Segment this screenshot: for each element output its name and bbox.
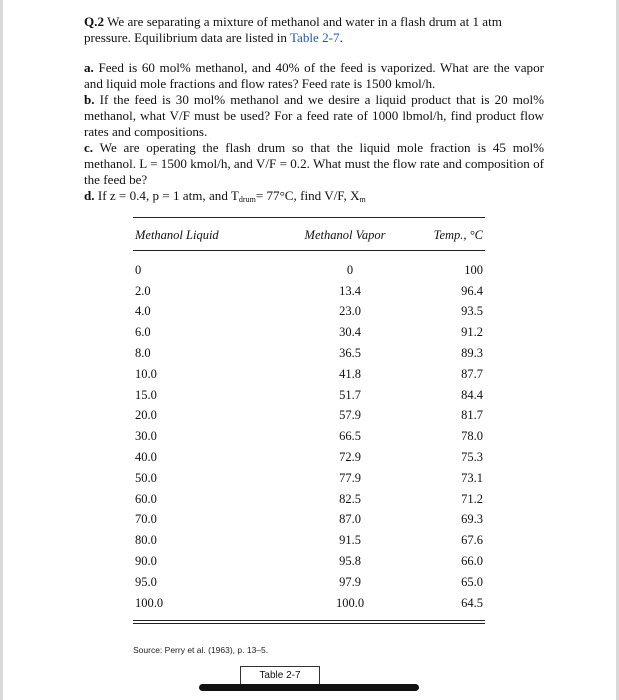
- table-row: [133, 364, 485, 385]
- question-number: Q.2: [84, 14, 105, 29]
- part-b-text: If the feed is 30 mol% methanol and we desire a liquid product that is 20 mol% methanol, what V/F must be used? For a feed rate of 1000 lbmol/h, find product flow rates and compositions.: [84, 92, 544, 139]
- table-row: [133, 406, 485, 427]
- cell-methanol-liquid: 6.0: [135, 325, 151, 340]
- table-row: [133, 302, 485, 323]
- table-source: Source: Perry et al. (1963), p. 13–5.: [133, 645, 269, 655]
- part-b: [84, 92, 544, 140]
- cell-methanol-liquid: 4.0: [135, 304, 151, 319]
- part-b-label: b.: [84, 92, 95, 107]
- table-bottom-rule-double: [133, 623, 485, 624]
- part-d: [84, 188, 544, 208]
- cell-temperature: 81.7: [461, 408, 483, 423]
- part-d-text-a: If z = 0.4, p = 1 atm, and T: [97, 188, 239, 203]
- cell-temperature: 66.0: [461, 554, 483, 569]
- question-intro-end: .: [339, 30, 343, 45]
- table-row: [133, 426, 485, 447]
- part-d-text-b: = 77°C, find V/F, X: [255, 188, 360, 203]
- cell-methanol-liquid: 2.0: [135, 283, 151, 298]
- cell-methanol-liquid: 70.0: [135, 512, 157, 527]
- table-row: [133, 447, 485, 468]
- cell-temperature: 93.5: [461, 304, 483, 319]
- cell-methanol-liquid: 80.0: [135, 533, 157, 548]
- cell-methanol-liquid: 100.0: [135, 595, 164, 610]
- home-indicator[interactable]: [199, 684, 419, 691]
- part-a: [84, 60, 544, 92]
- table-header-rule: [133, 250, 485, 251]
- part-d-sub-m: m: [359, 195, 366, 204]
- cell-temperature: 75.3: [461, 450, 483, 465]
- table-row: [133, 510, 485, 531]
- cell-methanol-vapor: 41.8: [339, 366, 361, 381]
- cell-methanol-liquid: 0: [135, 262, 142, 277]
- cell-methanol-liquid: 15.0: [135, 387, 157, 402]
- table-row: [133, 385, 485, 406]
- cell-methanol-liquid: 95.0: [135, 574, 157, 589]
- cell-methanol-liquid: 60.0: [135, 491, 157, 506]
- cell-temperature: 73.1: [461, 470, 483, 485]
- question-intro-text: We are separating a mixture of methanol and water in a flash drum at 1 atm pressure. Equilibrium data are listed in: [84, 14, 502, 45]
- cell-methanol-liquid: 10.0: [135, 366, 157, 381]
- table-row: [133, 322, 485, 343]
- cell-methanol-vapor: 30.4: [339, 325, 361, 340]
- part-a-text: Feed is 60 mol% methanol, and 40% of the feed is vaporized. What are the vapor and liquid mole fractions and flow rates? Feed rate is 1500 kmol/h.: [84, 60, 544, 91]
- cell-temperature: 67.6: [461, 533, 483, 548]
- part-d-sub-drum: drum: [238, 195, 256, 204]
- cell-methanol-liquid: 30.0: [135, 429, 157, 444]
- equilibrium-table: [133, 217, 485, 624]
- cell-temperature: 64.5: [461, 595, 483, 610]
- cell-methanol-vapor: 87.0: [339, 512, 361, 527]
- cell-methanol-liquid: 90.0: [135, 554, 157, 569]
- page-frame-left: [0, 0, 3, 700]
- table-row: [133, 551, 485, 572]
- cell-methanol-vapor: 0: [346, 262, 354, 277]
- cell-temperature: 71.2: [461, 491, 483, 506]
- cell-methanol-liquid: 8.0: [135, 346, 151, 361]
- part-a-label: a.: [84, 60, 94, 75]
- cell-temperature: 87.7: [461, 366, 483, 381]
- cell-temperature: 65.0: [461, 574, 483, 589]
- cell-methanol-vapor: 51.7: [339, 387, 361, 402]
- table-row: [133, 260, 485, 281]
- table-row: [133, 530, 485, 551]
- table-bottom-rule: [133, 620, 485, 621]
- table-row: [133, 489, 485, 510]
- table-header-row: [133, 221, 485, 250]
- cell-methanol-vapor: 13.4: [339, 283, 361, 298]
- table-row: [133, 468, 485, 489]
- part-d-label: d.: [84, 188, 95, 203]
- cell-methanol-vapor: 23.0: [339, 304, 361, 319]
- cell-methanol-vapor: 72.9: [339, 450, 361, 465]
- cell-methanol-vapor: 82.5: [339, 491, 361, 506]
- cell-temperature: 100: [464, 262, 483, 277]
- table-row: [133, 343, 485, 364]
- header-methanol-liquid: Methanol Liquid: [135, 228, 219, 242]
- part-c-text: We are operating the flash drum so that the liquid mole fraction is 45 mol% methanol. L = 1500 kmol/h, and V/F = 0.2. What must the flow rate and composition of the feed be?: [84, 140, 544, 187]
- question-content: [84, 14, 544, 208]
- question-parts: [84, 60, 544, 208]
- cell-methanol-vapor: 66.5: [339, 429, 361, 444]
- part-c-label: c.: [84, 140, 94, 155]
- table-reference-link[interactable]: Table 2-7: [289, 30, 340, 45]
- table-row: [133, 593, 485, 614]
- cell-temperature: 96.4: [461, 283, 483, 298]
- cell-methanol-vapor: 57.9: [339, 408, 361, 423]
- cell-temperature: 78.0: [461, 429, 483, 444]
- cell-methanol-vapor: 77.9: [339, 470, 361, 485]
- table-row: [133, 572, 485, 593]
- table-row: [133, 281, 485, 302]
- cell-methanol-liquid: 40.0: [135, 450, 157, 465]
- cell-methanol-liquid: 50.0: [135, 470, 157, 485]
- header-temperature: Temp., °C: [433, 228, 483, 242]
- cell-temperature: 84.4: [461, 387, 483, 402]
- cell-methanol-vapor: 95.8: [339, 554, 361, 569]
- header-methanol-vapor: Methanol Vapor: [304, 228, 386, 242]
- table-caption: Table 2-7: [240, 666, 320, 686]
- part-c: [84, 140, 544, 188]
- cell-temperature: 89.3: [461, 346, 483, 361]
- question-intro: [84, 14, 544, 46]
- cell-temperature: 91.2: [461, 325, 483, 340]
- cell-methanol-vapor: 100.0: [335, 595, 365, 610]
- cell-methanol-vapor: 97.9: [339, 574, 361, 589]
- table-body: [133, 260, 485, 614]
- cell-methanol-liquid: 20.0: [135, 408, 157, 423]
- cell-methanol-vapor: 91.5: [339, 533, 361, 548]
- cell-methanol-vapor: 36.5: [339, 346, 361, 361]
- cell-temperature: 69.3: [461, 512, 483, 527]
- table-top-rule: [133, 217, 485, 218]
